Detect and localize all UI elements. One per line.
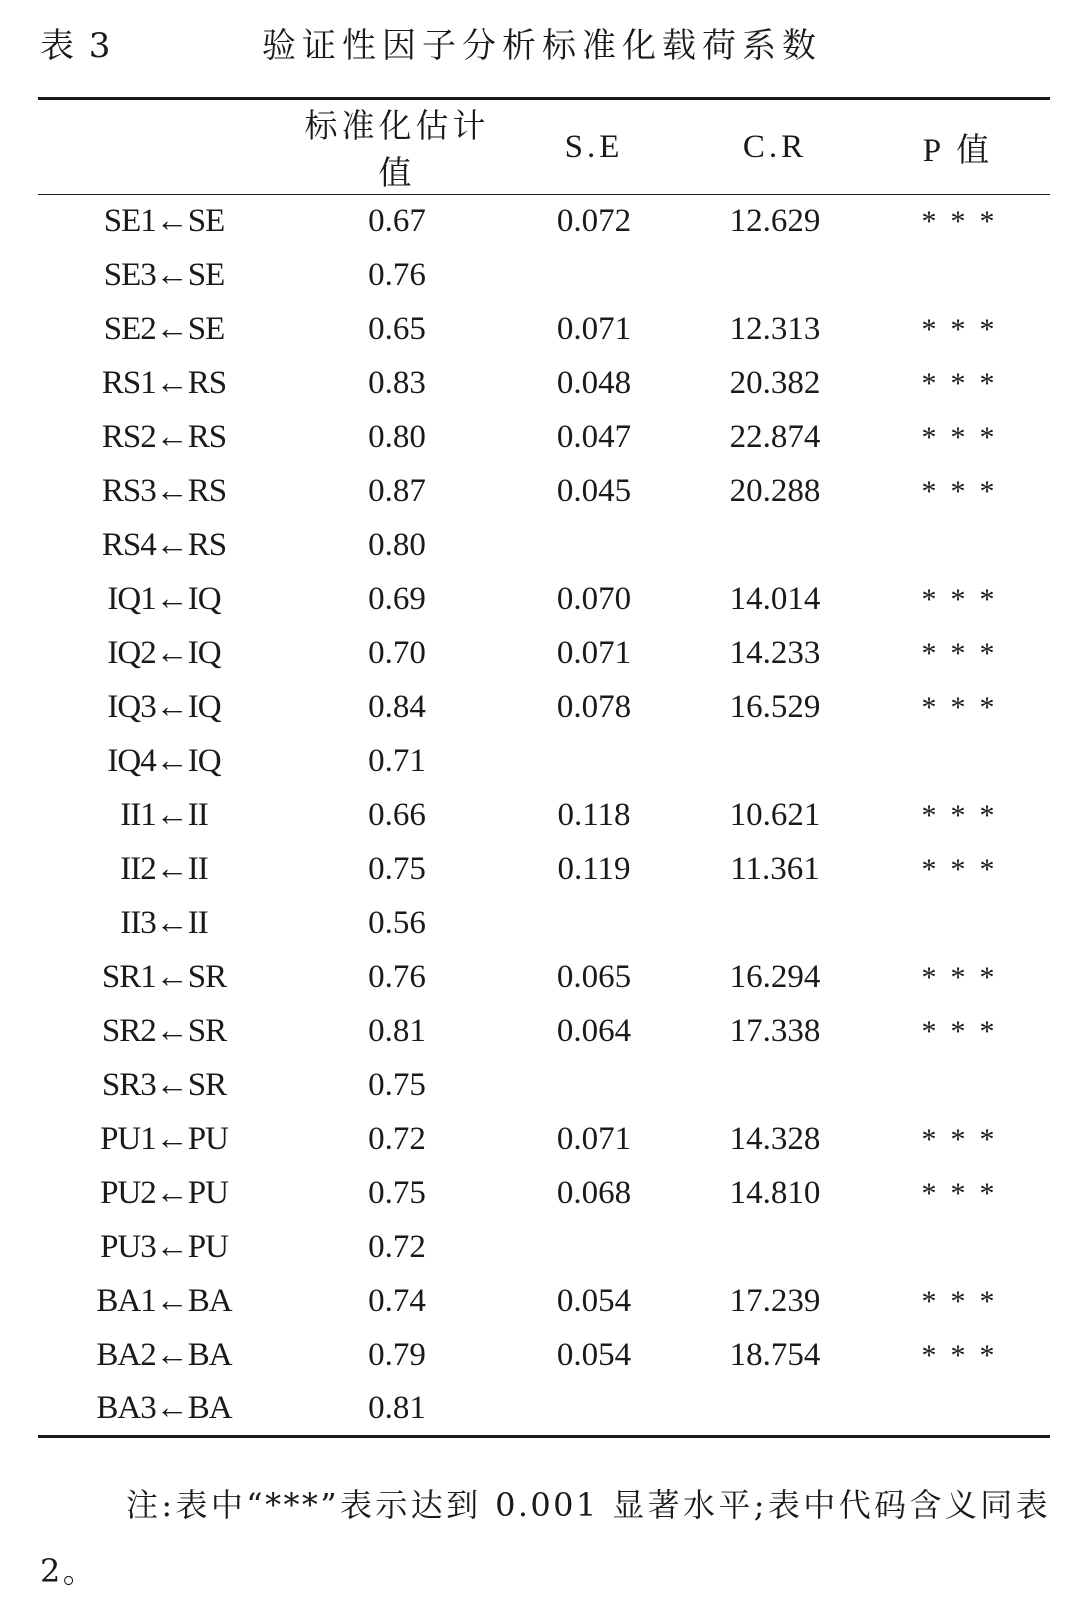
cell-p-value: *** xyxy=(921,1338,1009,1372)
cell-se xyxy=(504,1383,684,1437)
cell-indicator: RS2←RS xyxy=(101,419,227,455)
cell-p-value: *** xyxy=(921,474,1009,508)
cell-indicator: IQ3←IQ xyxy=(107,689,221,725)
cell-indicator: BA2←BA xyxy=(96,1337,232,1373)
cell-cr xyxy=(684,249,866,303)
cell-se: 0.068 xyxy=(556,1175,632,1211)
cell-cr xyxy=(684,519,866,573)
cell-cr: 20.288 xyxy=(729,473,821,509)
loading-table-container xyxy=(38,97,1050,1438)
cell-estimate: 0.75 xyxy=(368,1175,426,1211)
cell-se: 0.072 xyxy=(556,203,632,240)
cell-indicator: II3←II xyxy=(120,905,208,941)
table-row xyxy=(38,951,1050,1005)
cell-p-value: *** xyxy=(921,798,1009,832)
loading-table xyxy=(38,97,1050,1438)
cell-indicator: II2←II xyxy=(120,851,208,887)
cell-p-value: *** xyxy=(921,636,1009,670)
cell-p-value: *** xyxy=(921,1014,1009,1048)
cell-indicator: II1←II xyxy=(120,797,208,833)
cell-p-value xyxy=(866,735,1050,789)
cell-p-value: *** xyxy=(921,852,1009,886)
table-row xyxy=(38,465,1050,519)
cell-p-value xyxy=(866,1221,1050,1275)
cell-se: 0.119 xyxy=(557,851,631,887)
cell-indicator: PU2←PU xyxy=(100,1175,228,1211)
cell-cr: 18.754 xyxy=(729,1337,821,1373)
cell-cr: 14.014 xyxy=(729,581,821,617)
cell-p-value xyxy=(866,1383,1050,1437)
cell-estimate: 0.79 xyxy=(368,1337,426,1373)
cell-cr: 16.294 xyxy=(729,959,821,995)
cell-estimate: 0.84 xyxy=(368,689,426,725)
table-row xyxy=(38,627,1050,681)
cell-p-value: *** xyxy=(921,420,1009,454)
cell-estimate: 0.76 xyxy=(368,959,426,995)
cell-indicator: RS4←RS xyxy=(101,527,227,563)
cell-p-value: *** xyxy=(921,690,1009,724)
cell-p-value xyxy=(866,249,1050,303)
table-row xyxy=(38,195,1050,249)
cell-estimate: 0.83 xyxy=(368,365,426,401)
table-header-row xyxy=(38,99,1050,195)
table-title: 验证性因子分析标准化载荷系数 xyxy=(262,26,822,66)
cell-indicator: BA3←BA xyxy=(38,1383,290,1437)
cell-p-value: *** xyxy=(921,960,1009,994)
cell-se: 0.045 xyxy=(556,473,632,509)
table-body xyxy=(38,195,1050,1437)
cell-indicator: IQ4←IQ xyxy=(107,743,221,779)
cell-cr: 22.874 xyxy=(729,419,821,455)
cell-se xyxy=(504,1221,684,1275)
cell-p-value: *** xyxy=(921,312,1009,346)
cell-cr xyxy=(684,1221,866,1275)
cell-indicator: PU1←PU xyxy=(100,1121,228,1157)
cell-se: 0.064 xyxy=(556,1013,632,1049)
cell-se: 0.071 xyxy=(556,311,632,347)
cell-se: 0.048 xyxy=(556,365,632,401)
header-cr: C.R xyxy=(684,99,866,195)
cell-estimate: 0.75 xyxy=(368,1067,426,1103)
cell-estimate: 0.87 xyxy=(368,473,426,509)
cell-se: 0.047 xyxy=(556,419,632,455)
cell-se: 0.054 xyxy=(556,1283,632,1319)
cell-cr: 12.629 xyxy=(729,203,821,240)
cell-cr: 17.338 xyxy=(729,1013,821,1049)
cell-p-value xyxy=(866,519,1050,573)
cell-p-value: *** xyxy=(921,204,1009,238)
cell-estimate: 0.70 xyxy=(368,635,426,671)
cell-indicator: SR2←SR xyxy=(101,1013,227,1049)
cell-cr: 11.361 xyxy=(730,851,820,887)
cell-estimate: 0.66 xyxy=(368,797,426,833)
cell-p-value xyxy=(866,1059,1050,1113)
cell-estimate: 0.81 xyxy=(290,1383,504,1437)
cell-se xyxy=(504,519,684,573)
cell-estimate: 0.67 xyxy=(368,203,426,240)
table-row xyxy=(38,1329,1050,1383)
table-row xyxy=(38,681,1050,735)
table-note: 注:表中“***”表示达到 0.001 显著水平;表中代码含义同表 2。 xyxy=(40,1486,1050,1590)
cell-estimate: 0.65 xyxy=(368,311,426,347)
table-row xyxy=(38,411,1050,465)
cell-estimate: 0.56 xyxy=(368,905,426,941)
cell-estimate: 0.74 xyxy=(368,1283,426,1319)
cell-p-value: *** xyxy=(921,1176,1009,1210)
table-number: 表 3 xyxy=(40,26,113,66)
cell-cr: 12.313 xyxy=(729,311,821,347)
cell-indicator: SE2←SE xyxy=(103,311,225,347)
cell-estimate: 0.71 xyxy=(368,743,426,779)
table-row xyxy=(38,1383,1050,1437)
cell-se: 0.065 xyxy=(556,959,632,995)
cell-se: 0.118 xyxy=(557,797,631,833)
cell-cr xyxy=(684,1059,866,1113)
cell-estimate: 0.80 xyxy=(368,419,426,455)
cell-indicator: SR1←SR xyxy=(101,959,227,995)
cell-indicator: SR3←SR xyxy=(101,1067,227,1103)
table-row xyxy=(38,573,1050,627)
cell-indicator: RS3←RS xyxy=(101,473,227,509)
cell-se: 0.070 xyxy=(556,581,632,617)
cell-cr xyxy=(684,897,866,951)
cell-se xyxy=(504,735,684,789)
table-row xyxy=(38,789,1050,843)
table-row xyxy=(38,1275,1050,1329)
table-row xyxy=(38,1005,1050,1059)
cell-cr: 16.529 xyxy=(729,689,821,725)
cell-se xyxy=(504,249,684,303)
header-estimate: 标准化估计值 xyxy=(290,99,504,195)
cell-se xyxy=(504,897,684,951)
cell-estimate: 0.76 xyxy=(368,257,426,293)
cell-indicator: SE3←SE xyxy=(103,257,225,293)
cell-p-value: *** xyxy=(921,366,1009,400)
cell-se: 0.071 xyxy=(556,635,632,671)
cell-estimate: 0.80 xyxy=(368,527,426,563)
cell-p-value: *** xyxy=(921,1284,1009,1318)
cell-indicator: RS1←RS xyxy=(101,365,227,401)
cell-cr: 14.233 xyxy=(729,635,821,671)
cell-cr xyxy=(684,1383,866,1437)
cell-indicator: SE1←SE xyxy=(103,203,225,240)
cell-indicator: BA1←BA xyxy=(96,1283,232,1319)
table-row xyxy=(38,357,1050,411)
cell-estimate: 0.69 xyxy=(368,581,426,617)
cell-cr xyxy=(684,735,866,789)
cell-p-value: *** xyxy=(921,582,1009,616)
table-caption xyxy=(40,20,1050,72)
header-se: S.E xyxy=(504,99,684,195)
header-p: P 值 xyxy=(866,99,1050,195)
cell-se: 0.078 xyxy=(556,689,632,725)
cell-estimate: 0.75 xyxy=(368,851,426,887)
table-row xyxy=(38,897,1050,951)
cell-cr: 14.328 xyxy=(729,1121,821,1157)
cell-estimate: 0.72 xyxy=(368,1229,426,1265)
table-row xyxy=(38,249,1050,303)
cell-estimate: 0.81 xyxy=(368,1013,426,1049)
cell-cr: 20.382 xyxy=(729,365,821,401)
table-row xyxy=(38,843,1050,897)
cell-estimate: 0.72 xyxy=(368,1121,426,1157)
cell-indicator: IQ2←IQ xyxy=(107,635,221,671)
cell-se: 0.071 xyxy=(556,1121,632,1157)
table-row xyxy=(38,303,1050,357)
table-row xyxy=(38,519,1050,573)
cell-se: 0.054 xyxy=(556,1337,632,1373)
header-indicator xyxy=(38,99,290,195)
table-row xyxy=(38,1221,1050,1275)
cell-indicator: PU3←PU xyxy=(100,1229,228,1265)
table-row xyxy=(38,1059,1050,1113)
cell-p-value: *** xyxy=(921,1122,1009,1156)
cell-cr: 10.621 xyxy=(729,797,821,833)
cell-se xyxy=(504,1059,684,1113)
cell-indicator: IQ1←IQ xyxy=(107,581,221,617)
table-row xyxy=(38,1167,1050,1221)
cell-p-value xyxy=(866,897,1050,951)
table-row xyxy=(38,1113,1050,1167)
cell-cr: 14.810 xyxy=(729,1175,821,1211)
cell-cr: 17.239 xyxy=(729,1283,821,1319)
table-row xyxy=(38,735,1050,789)
